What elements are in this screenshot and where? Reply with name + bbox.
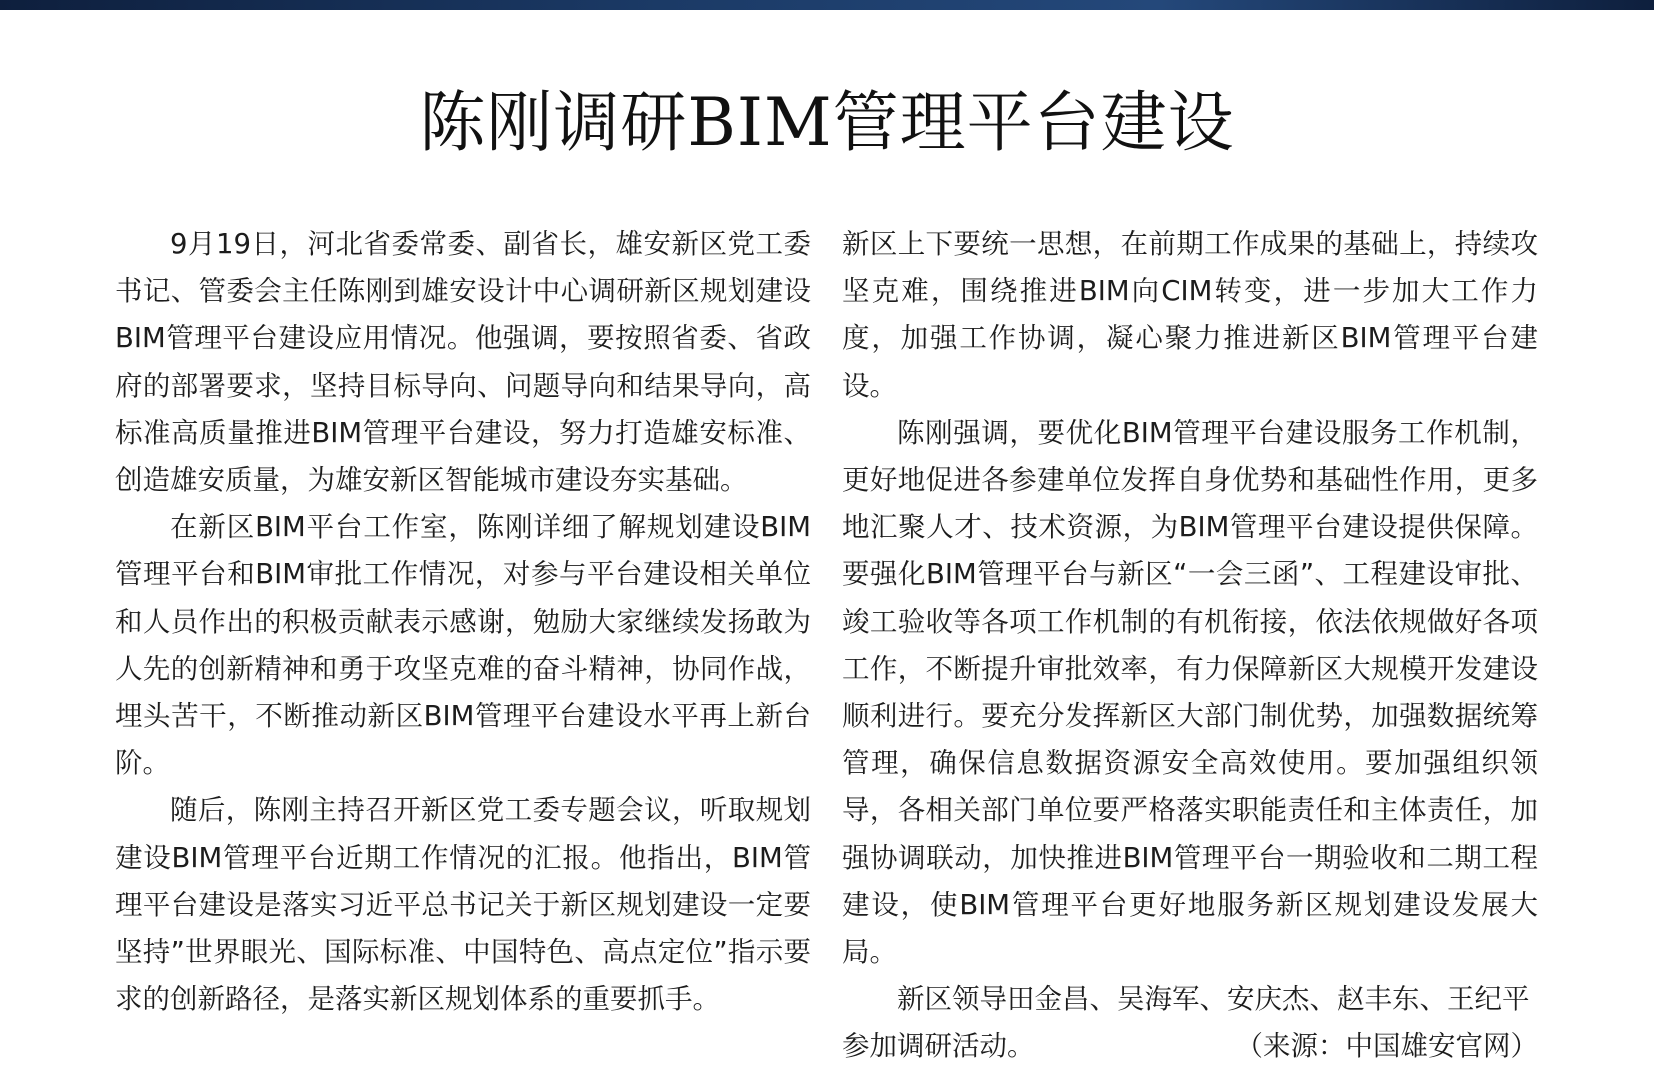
source-credit: （来源：中国雄安官网） — [1235, 1030, 1538, 1063]
article-title: 陈刚调研BIM管理平台建设 — [419, 84, 1235, 161]
paragraph-5-end: 参加调研活动。 — [842, 1030, 1035, 1063]
paragraph-2: 在新区BIM平台工作室，陈刚详细了解规划建设BIM管理平台和BIM审批工作情况，对参与平台建设相关单位和人员作出的积极贡献表示感谢，勉励大家继续发扬敢为人先的创新精神和勇于攻坚克难的奋斗精神，协同作战，埋头苦干，不断推动新区BIM管理平台建设水平再上新台阶。 — [115, 511, 811, 780]
paragraph-3-continued: 新区上下要统一思想，在前期工作成果的基础上，持续攻坚克难，围绕推进BIM向CIM转变，进一步加大工作力度，加强工作协调，凝心聚力推进新区BIM管理平台建设。 — [842, 228, 1538, 402]
closing-line — [842, 1023, 1538, 1070]
right-column — [842, 221, 1538, 1071]
paragraph-1: 9月19日，河北省委常委、副省长，雄安新区党工委书记、管委会主任陈刚到雄安设计中心调研新区规划建设BIM管理平台建设应用情况。他强调，要按照省委、省政府的部署要求，坚持目标导向、问题导向和结果导向，高标准高质量推进BIM管理平台建设，努力打造雄安标准、创造雄安质量，为雄安新区智能城市建设夯实基础。 — [115, 228, 811, 497]
paragraph-3: 随后，陈刚主持召开新区党工委专题会议，听取规划建设BIM管理平台近期工作情况的汇报。他指出，BIM管理平台建设是落实习近平总书记关于新区规划建设一定要坚持”世界眼光、国际标准、中国特色、高点定位”指示要求的创新路径，是落实新区规划体系的重要抓手。 — [115, 794, 811, 1016]
paragraph-4: 陈刚强调，要优化BIM管理平台建设服务工作机制，更好地促进各参建单位发挥自身优势和基础性作用，更多地汇聚人才、技术资源，为BIM管理平台建设提供保障。要强化BIM管理平台与新区“一会三函”、工程建设审批、竣工验收等各项工作机制的有机衔接，依法依规做好各项工作，不断提升审批效率，有力保障新区大规模开发建设顺利进行。要充分发挥新区大部门制优势，加强数据统筹管理，确保信息数据资源安全高效使用。要加强组织领导，各相关部门单位要严格落实职能责任和主体责任，加强协调联动，加快推进BIM管理平台一期验收和二期工程建设，使BIM管理平台更好地服务新区规划建设发展大局。 — [842, 416, 1538, 969]
paragraph-5: 新区领导田金昌、吴海军、安庆杰、赵丰东、王纪平 — [897, 983, 1530, 1016]
top-accent-bar — [0, 0, 1654, 10]
left-column — [115, 221, 811, 1023]
